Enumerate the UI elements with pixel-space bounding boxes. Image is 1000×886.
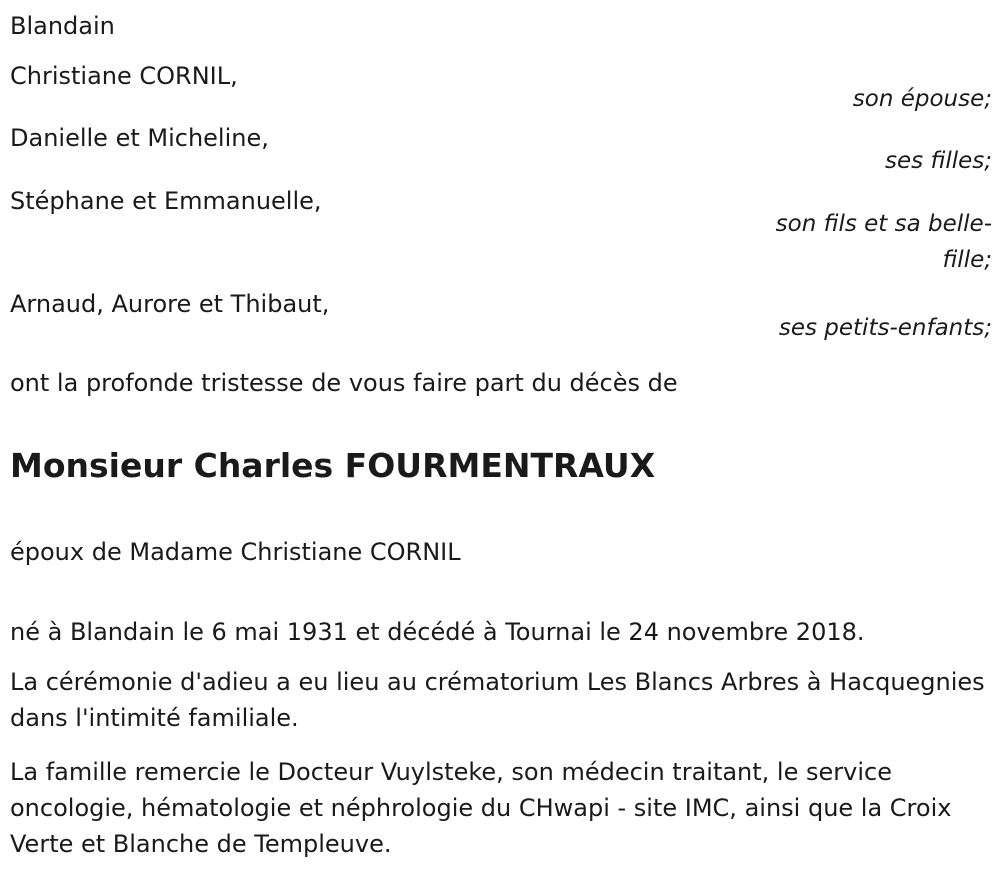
birth-death-text: né à Blandain le 6 mai 1931 et décédé à Tournai le 24 novembre 2018. xyxy=(10,618,865,646)
relation-son: son fils et sa belle-fille; xyxy=(775,211,992,273)
thanks-text: La famille remercie le Docteur Vuylsteke, son médecin traitant, le service oncologie, hématologie et néphrologie du CHwapi - site IMC, ainsi que la Croix Verte et Blanche de Templeuve. xyxy=(10,758,952,858)
family-member-grandchildren: Arnaud, Aurore et Thibaut, xyxy=(10,290,330,318)
family-member-son: Stéphane et Emmanuelle, xyxy=(10,187,322,215)
announcement-text: ont la profonde tristesse de vous faire part du décès de xyxy=(10,369,678,397)
spouse-line: époux de Madame Christiane CORNIL xyxy=(10,538,461,566)
place-name: Blandain xyxy=(10,12,115,40)
family-member-spouse: Christiane CORNIL, xyxy=(10,62,238,90)
ceremony-text: La cérémonie d'adieu a eu lieu au crématorium Les Blancs Arbres à Hacquegnies dans l'intimité familiale. xyxy=(10,668,985,732)
relation-spouse: son épouse; xyxy=(852,86,992,112)
relation-daughters: ses filles; xyxy=(885,148,992,174)
family-member-daughters: Danielle et Micheline, xyxy=(10,124,269,152)
deceased-name: Monsieur Charles FOURMENTRAUX xyxy=(10,446,656,485)
relation-grandchildren: ses petits-enfants; xyxy=(778,315,992,341)
